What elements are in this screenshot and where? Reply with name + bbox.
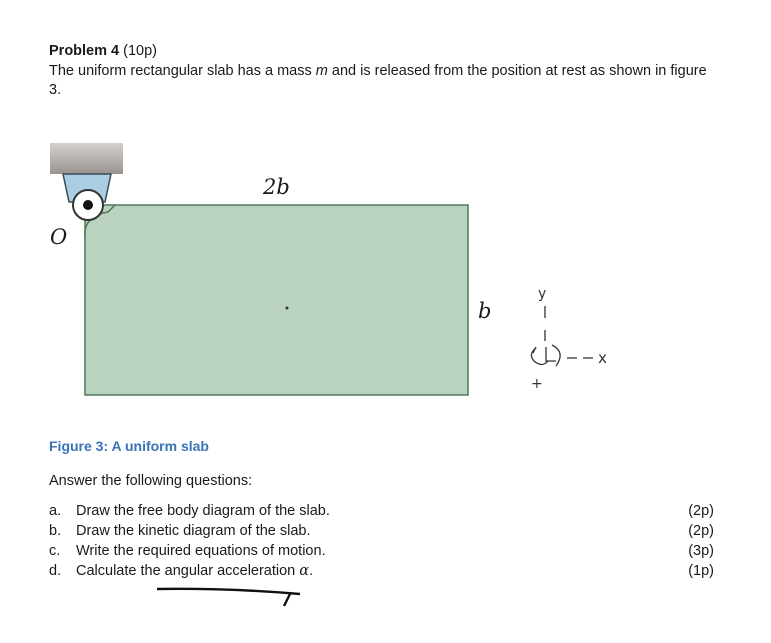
question-list	[49, 501, 714, 581]
question-points: (2p)	[688, 503, 714, 519]
question-d	[49, 561, 714, 581]
question-a	[49, 501, 714, 521]
statement-part-1: The uniform rectangular slab has a mass	[49, 63, 316, 79]
center-of-mass-dot	[286, 307, 289, 310]
question-b	[49, 521, 714, 541]
question-points: (1p)	[688, 563, 714, 579]
slab	[85, 205, 468, 395]
question-c	[49, 541, 714, 561]
question-text: Draw the kinetic diagram of the slab.	[76, 523, 311, 539]
axis-y-label: y	[538, 286, 547, 302]
question-text-end: .	[309, 563, 314, 579]
question-text: Write the required equations of motion.	[76, 543, 326, 559]
pivot-pin-center	[83, 200, 93, 210]
questions-intro: Answer the following questions:	[49, 473, 253, 489]
question-text-main: Calculate the angular acceleration	[76, 563, 300, 579]
question-points: (2p)	[688, 523, 714, 539]
alpha-symbol: α	[299, 563, 310, 579]
height-label: b	[478, 299, 492, 323]
positive-direction-label: +	[531, 376, 543, 392]
problem-points: (10p)	[123, 43, 157, 59]
mass-symbol: m	[315, 63, 328, 79]
question-text	[76, 561, 313, 581]
question-letter: b.	[49, 523, 62, 539]
pivot-label: O	[50, 225, 68, 249]
problem-number: Problem 4	[49, 43, 120, 59]
question-letter: a.	[49, 503, 62, 519]
statement-part-2: and is released from the position at rest as shown in figure 3.	[49, 63, 707, 98]
question-points: (3p)	[688, 543, 714, 559]
question-letter: c.	[49, 543, 61, 559]
handwritten-underline	[157, 589, 300, 606]
question-text: Draw the free body diagram of the slab.	[76, 503, 330, 519]
handwritten-axes	[531, 306, 593, 366]
figure-caption: Figure 3: A uniform slab	[49, 438, 209, 454]
width-label: 2b	[263, 175, 290, 199]
axis-x-label: x	[598, 349, 607, 367]
question-letter: d.	[49, 563, 62, 579]
ceiling-support	[50, 143, 123, 174]
